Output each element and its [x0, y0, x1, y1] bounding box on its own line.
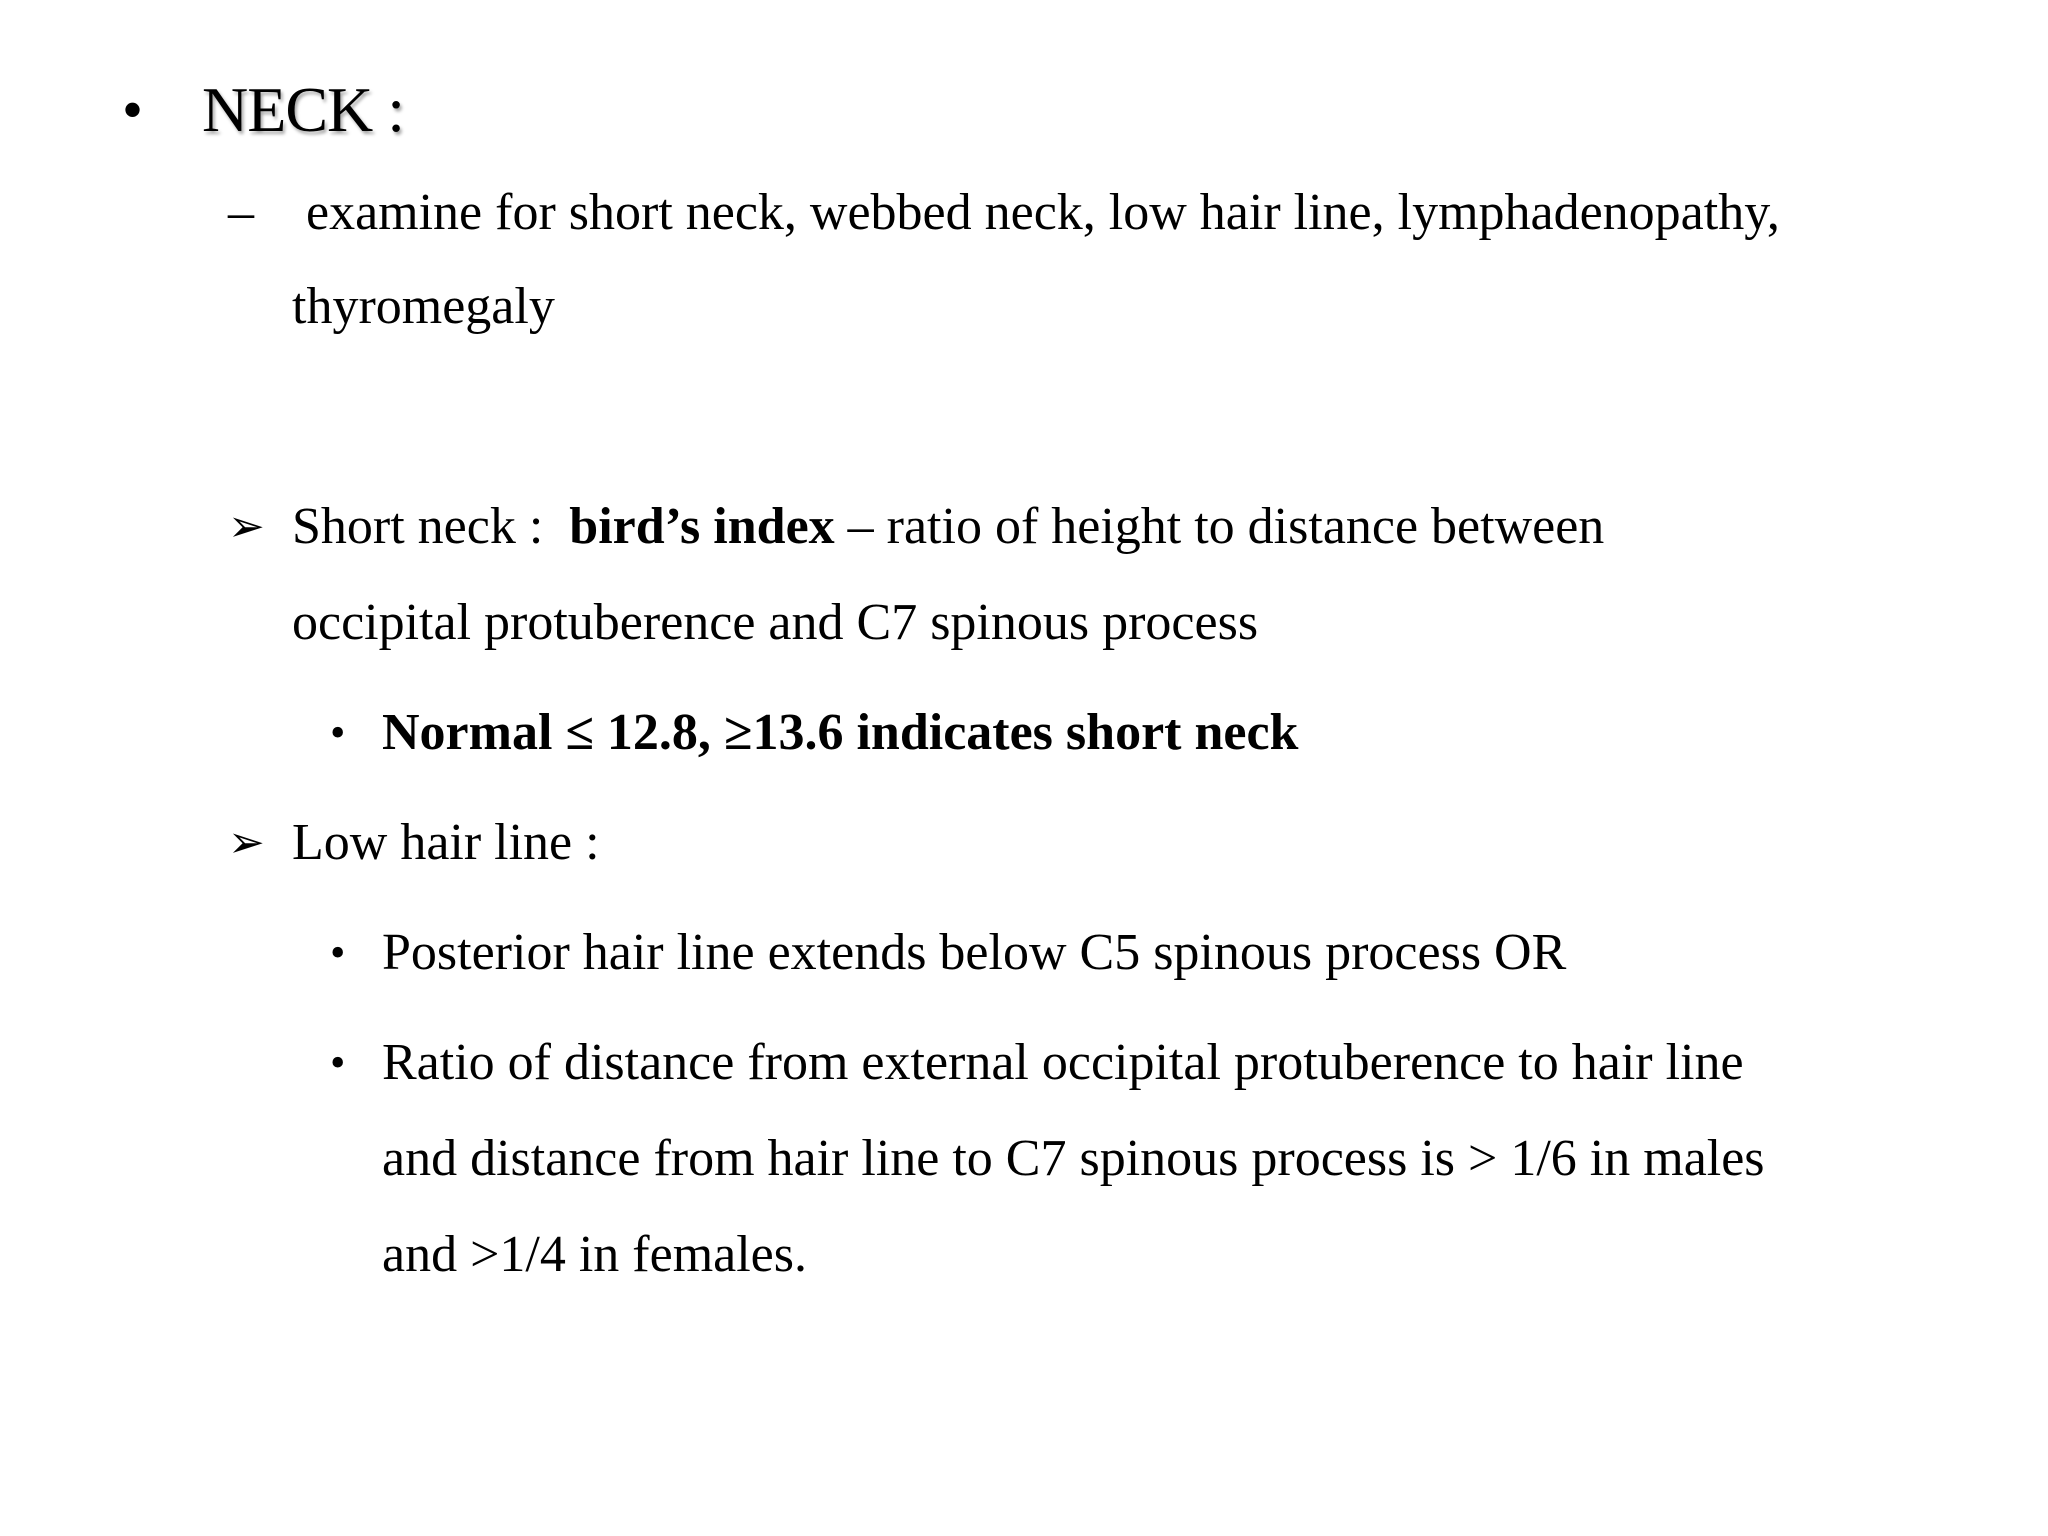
birds-index-term: bird’s index	[569, 498, 835, 555]
short-neck-definition-1: – ratio of height to distance between	[847, 498, 1605, 555]
low-hair-sub-bullet-1: •	[330, 928, 346, 977]
low-hair-sub-bullet-2: •	[330, 1038, 346, 1087]
low-hair-sub-item-2-line-2: and distance from hair line to C7 spinous process is > 1/6 in males	[382, 1130, 1765, 1187]
intro-line-2: thyromegaly	[292, 278, 555, 335]
low-hair-sub-item-1: Posterior hair line extends below C5 spinous process OR	[382, 924, 1567, 981]
low-hair-sub-item-2-line-3: and >1/4 in females.	[382, 1226, 807, 1283]
low-hair-sub-item-2-line-1: Ratio of distance from external occipital protuberence to hair line	[382, 1034, 1744, 1091]
short-neck-sub-bullet: •	[330, 708, 346, 757]
title-bullet: •	[122, 77, 144, 143]
low-hair-line-label: Low hair line :	[292, 814, 600, 871]
short-neck-arrow-icon: ➢	[228, 501, 265, 552]
short-neck-label: Short neck :	[292, 498, 544, 555]
slide-title: NECK :	[202, 74, 404, 145]
short-neck-line-1	[292, 492, 1604, 562]
intro-line-1: examine for short neck, webbed neck, low hair line, lymphadenopathy,	[306, 184, 1780, 241]
short-neck-definition-2: occipital protuberence and C7 spinous process	[292, 594, 1259, 651]
intro-dash-marker: –	[228, 184, 254, 241]
short-neck-normal-values: Normal ≤ 12.8, ≥13.6 indicates short neck	[382, 704, 1299, 761]
low-hair-line-arrow-icon: ➢	[228, 817, 265, 868]
